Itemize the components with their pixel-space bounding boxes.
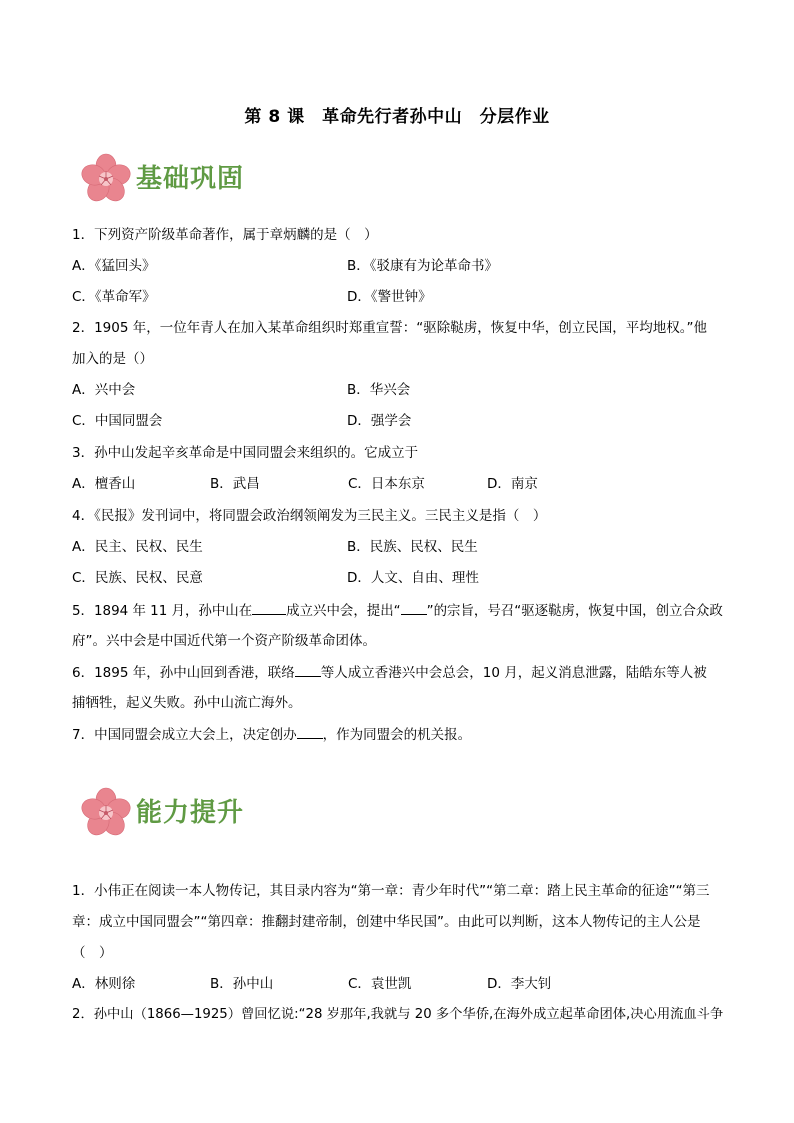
question-1-option-b: B．《驳康有为论革命书》 [347,258,499,274]
question-2-option-b: B．华兴会 [347,382,411,398]
question-2-stem-line1: 2．1905 年，一位年青人在加入某革命组织时郑重宣誓：“驱除鞑虏，恢复中华，创立民国，平均地权。”他 [72,320,707,336]
question-2-stem-line2: 加入的是（） [72,351,153,367]
question-3-option-c: C．日本东京 [348,476,425,492]
question-4-option-c: C．民族、民权、民意 [72,570,203,586]
question-1-stem: 1．下列资产阶级革命著作，属于章炳麟的是（ ） [72,227,378,243]
question-2-option-a: A．兴中会 [72,382,136,398]
question-7-part1: 7．中国同盟会成立大会上，决定创办 [72,727,297,743]
plum-blossom-icon [76,150,136,206]
question-5-part2: 成立兴中会，提出“ [286,604,401,619]
answer-blank[interactable] [252,601,286,615]
advanced-question-1-option-b: B．孙中山 [210,976,274,992]
question-6-part1: 6．1895 年，孙中山回到香港，联络 [72,665,295,681]
question-2-option-d: D．强学会 [347,413,412,429]
advanced-question-1-option-c: C．袁世凯 [348,976,412,992]
question-3-option-d: D．南京 [487,476,538,492]
advanced-question-1-line3: （ ） [72,945,113,961]
question-7-part2: ，作为同盟会的机关报。 [322,727,472,743]
question-3-option-a: A．檀香山 [72,476,136,492]
question-4-option-d: D．人文、自由、理性 [347,570,479,586]
answer-blank[interactable] [297,725,323,739]
question-6-line2: 捕牺牲，起义失败。孙中山流亡海外。 [72,695,302,711]
question-4-option-b: B．民族、民权、民生 [347,539,478,555]
advanced-question-1-line1: 1．小伟正在阅读一本人物传记，其目录内容为“第一章：青少年时代”“第二章：踏上民主革命的征途”“第三 [72,883,710,899]
advanced-question-1-line2: 章：成立中国同盟会”“第四章：推翻封建帝制，创建中华民国”。由此可以判断，这本人物传记的主人公是 [72,914,701,930]
section-title-basic: 基础巩固 [136,164,245,194]
question-6-line1 [72,663,707,682]
question-5-line2: 府”。兴中会是中国近代第一个资产阶级革命团体。 [72,633,376,649]
advanced-question-2-line1: 2．孙中山（1866—1925）曾回忆说:“28 岁那年,我就与 20 多个华侨,在海外成立起革命团体,决心用流血斗争 [72,1007,724,1022]
question-1-option-c: C．《革命军》 [72,289,156,305]
plum-blossom-icon [76,784,136,840]
advanced-question-1-option-d: D．李大钊 [487,976,552,992]
question-5-part1: 5．1894 年 11 月，孙中山在 [72,604,253,619]
section-title-advanced: 能力提升 [136,798,245,828]
question-2-option-c: C．中国同盟会 [72,413,163,429]
answer-blank[interactable] [295,663,321,677]
question-3-option-b: B．武昌 [210,476,260,492]
question-3-stem: 3．孙中山发起辛亥革命是中国同盟会来组织的。它成立于 [72,445,419,461]
question-5-line1 [72,601,723,621]
question-6-part2: 等人成立香港兴中会总会，10 月，起义消息泄露，陆皓东等人被 [320,665,707,681]
question-4-stem: 4．《民报》发刊词中，将同盟会政治纲领阐发为三民主义。三民主义是指（ ） [72,508,547,524]
question-1-option-d: D．《警世钟》 [347,289,432,305]
question-5-part3: ”的宗旨，号召“驱逐鞑虏，恢复中国，创立合众政 [426,604,723,619]
question-7-line1 [72,725,471,744]
answer-blank[interactable] [401,601,427,615]
page-title: 第 8 课 革命先行者孙中山 分层作业 [244,107,550,127]
advanced-question-1-option-a: A．林则徐 [72,976,136,992]
question-1-option-a: A．《猛回头》 [72,258,156,274]
question-4-option-a: A．民主、民权、民生 [72,539,203,555]
